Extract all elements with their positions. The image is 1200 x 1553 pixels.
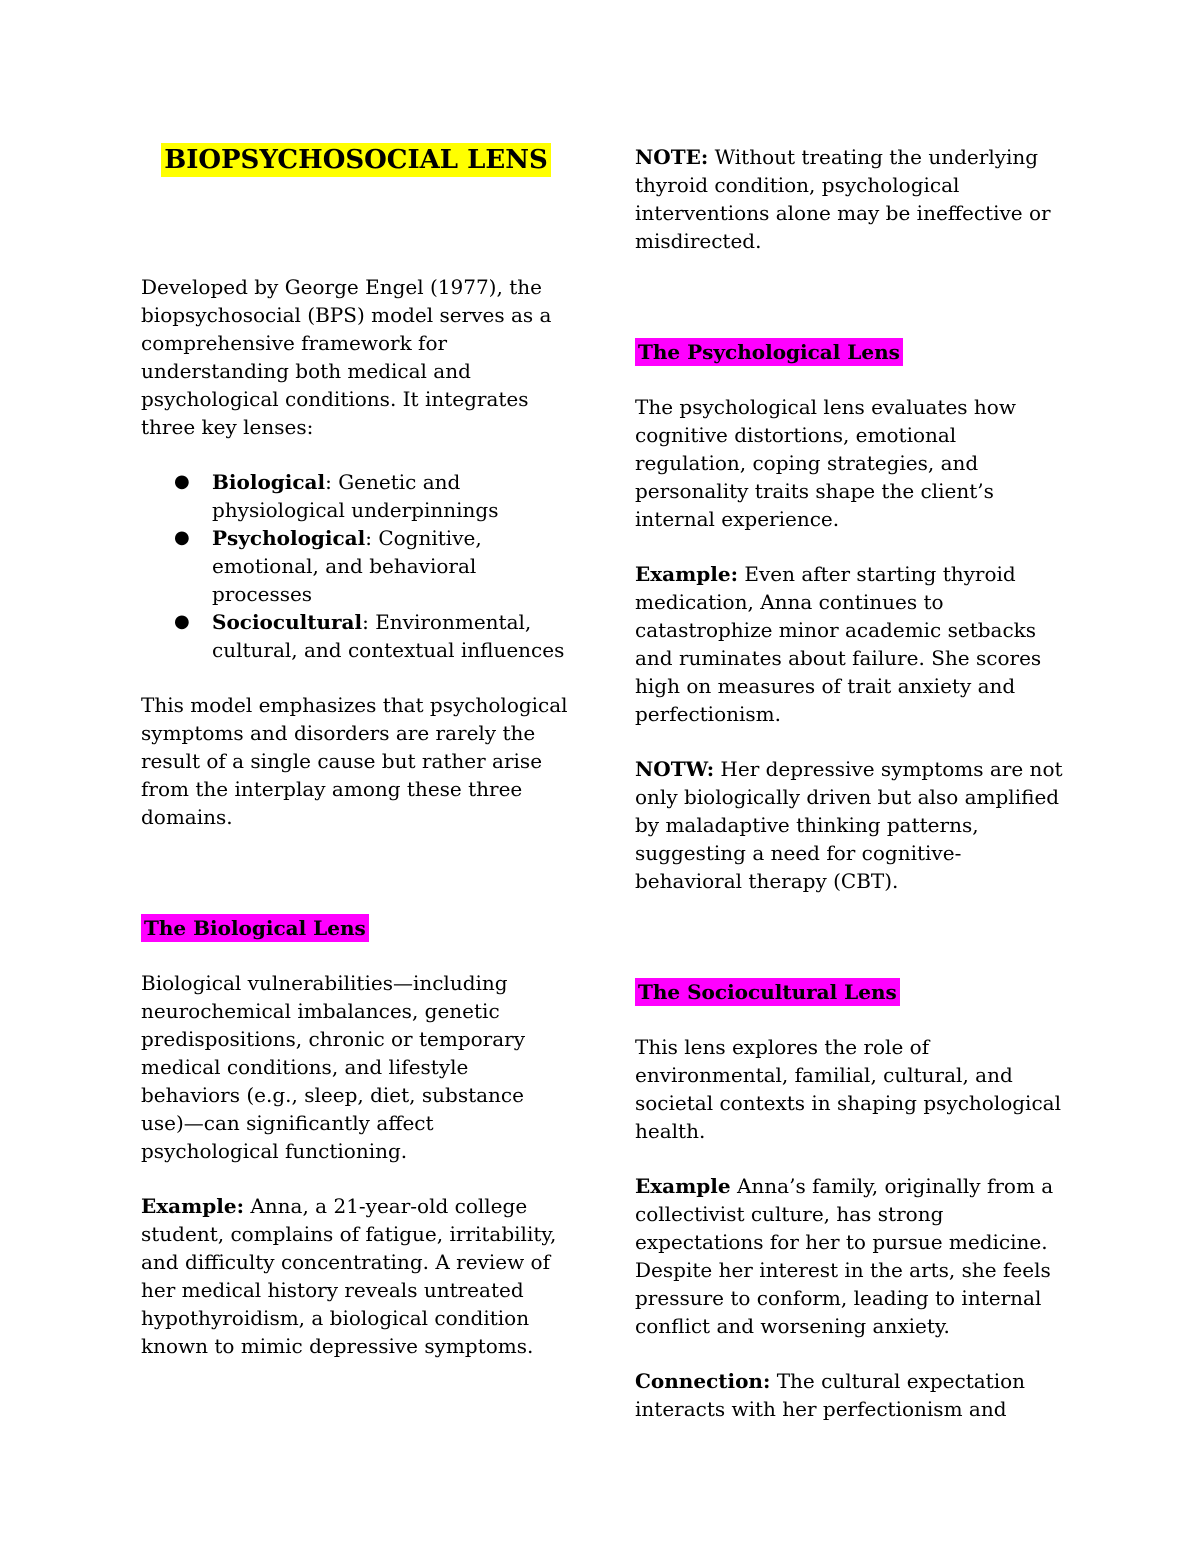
example-text: Anna, a 21-year-old college student, complains of fatigue, irritability, and difficulty concentrating. A review of her medical history reveals untreated hypothyroidism, a biological condition known to mimic depressive symptoms. (141, 1194, 557, 1358)
example-text: Even after starting thyroid medication, Anna continues to catastrophize minor academic setbacks and ruminates about failure. She scores high on measures of trait anxiety and perfectionism. (635, 562, 1042, 726)
example-label: Example: (635, 562, 738, 586)
note-text: Without treating the underlying thyroid condition, psychological interventions alone may be ineffective or misdirected. (635, 145, 1051, 253)
psychological-lens-heading: The Psychological Lens (635, 338, 903, 366)
connection-text: The cultural expectation interacts with her perfectionism and (635, 1369, 1026, 1421)
list-item (174, 608, 571, 664)
note-label: NOTE: (635, 145, 709, 169)
lens-label: Psychological (212, 526, 366, 550)
example-label: Example: (141, 1194, 244, 1218)
sociocultural-connection (635, 1367, 1065, 1423)
list-item (174, 524, 571, 608)
note-label: NOTW: (635, 757, 715, 781)
sociocultural-lens-heading: The Sociocultural Lens (635, 978, 900, 1006)
sociocultural-example (635, 1172, 1065, 1340)
bullet-icon: ● (174, 527, 190, 548)
biological-example (141, 1192, 571, 1360)
model-emphasis-paragraph: This model emphasizes that psychological symptoms and disorders are rarely the result of a single cause but rather arise from the interplay among these three domains. (141, 693, 568, 829)
psychological-example (635, 560, 1065, 728)
example-label: Example (635, 1174, 731, 1198)
example-text: Anna’s family, originally from a collectivist culture, has strong expectations for her to pursue medicine. Despite her interest in the arts, she feels pressure to conform, leading to internal conflict and worsening anxiety. (635, 1174, 1054, 1338)
intro-paragraph: Developed by George Engel (1977), the biopsychosocial (BPS) model serves as a comprehensive framework for understanding both medical and psychological conditions. It integrates three key lenses: (141, 275, 552, 439)
bullet-icon: ● (174, 611, 190, 632)
biological-body: Biological vulnerabilities—including neurochemical imbalances, genetic predispositions, chronic or temporary medical conditions, and lifestyle behaviors (e.g., sleep, diet, substance use)—can significantly affect psychological functioning. (141, 971, 526, 1163)
lens-label: Biological (212, 470, 326, 494)
page-title: BIOPSYCHOSOCIAL LENS (161, 143, 551, 177)
lens-desc: : Cognitive, emotional, and behavioral processes (212, 526, 482, 606)
list-item (174, 468, 571, 524)
psychological-body: The psychological lens evaluates how cognitive distortions, emotional regulation, coping strategies, and personality traits shape the client’s internal experience. (635, 395, 1016, 531)
lenses-list (141, 468, 571, 664)
lens-desc: : Environmental, cultural, and contextual influences (212, 610, 565, 662)
bullet-icon: ● (174, 471, 190, 492)
title-block (141, 143, 571, 177)
left-column (141, 143, 571, 1360)
note-text: Her depressive symptoms are not only biologically driven but also amplified by maladaptive thinking patterns, suggesting a need for cognitive-behavioral therapy (CBT). (635, 757, 1063, 893)
biological-note (635, 143, 1065, 255)
lens-label: Sociocultural (212, 610, 363, 634)
biological-lens-heading: The Biological Lens (141, 914, 369, 942)
sociocultural-body: This lens explores the role of environmental, familial, cultural, and societal contexts in shaping psychological health. (635, 1035, 1061, 1143)
psychological-note (635, 755, 1065, 895)
connection-label: Connection: (635, 1369, 771, 1393)
lens-desc: : Genetic and physiological underpinnings (212, 470, 499, 522)
right-column (635, 143, 1065, 1423)
